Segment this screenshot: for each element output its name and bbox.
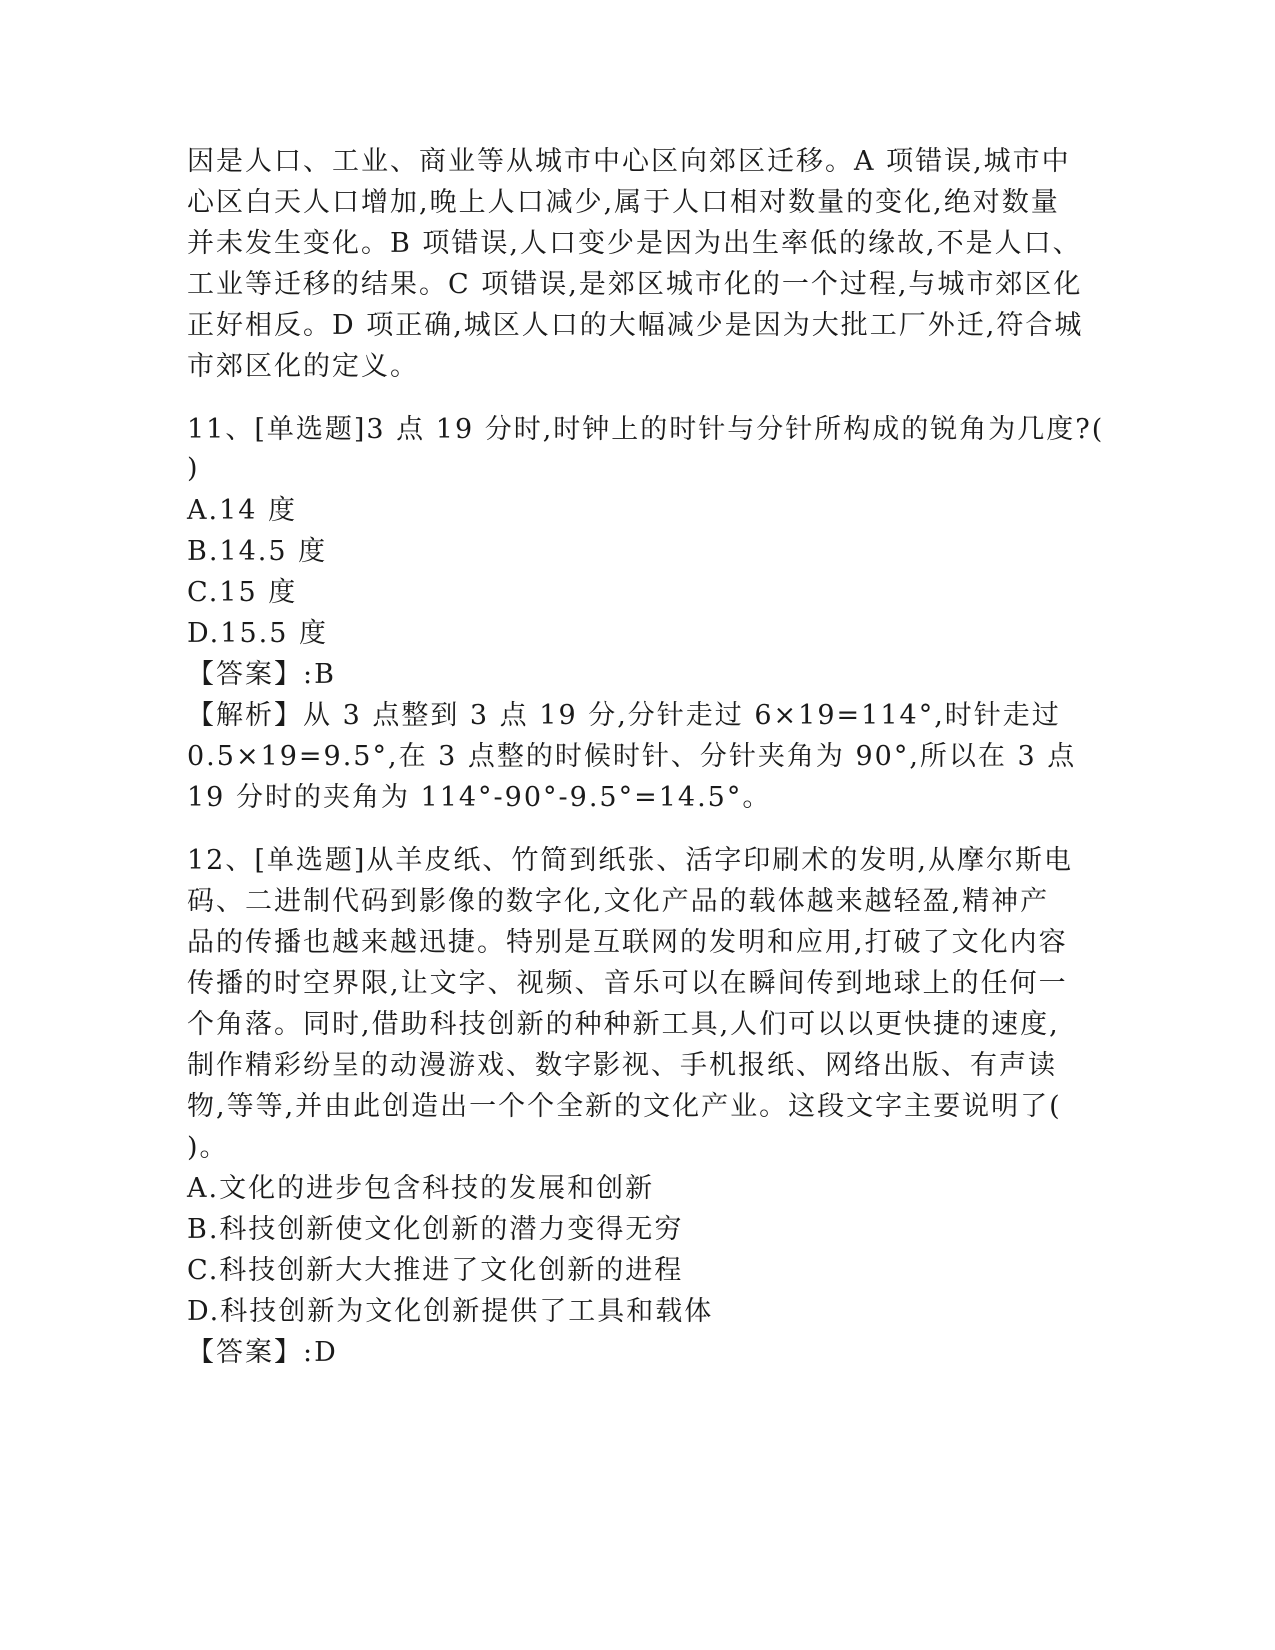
analysis-line: 19 分时的夹角为 114°-90°-9.5°=14.5°。 — [187, 782, 772, 813]
answer-line: 【答案】:D — [187, 1337, 338, 1368]
explanation-line: 市郊区化的定义。 — [187, 351, 419, 382]
option-c: C.15 度 — [187, 577, 298, 608]
option-d: D.科技创新为文化创新提供了工具和载体 — [187, 1296, 714, 1327]
answer-line: 【答案】:B — [187, 659, 336, 690]
option-b: B.14.5 度 — [187, 536, 328, 567]
analysis-line: 0.5×19=9.5°,在 3 点整的时候时针、分针夹角为 90°,所以在 3 点 — [187, 741, 1077, 772]
option-a: A.14 度 — [187, 495, 298, 526]
option-a: A.文化的进步包含科技的发展和创新 — [187, 1173, 655, 1204]
option-d: D.15.5 度 — [187, 618, 328, 649]
option-c: C.科技创新大大推进了文化创新的进程 — [187, 1255, 684, 1286]
option-b: B.科技创新使文化创新的潜力变得无穷 — [187, 1214, 684, 1245]
explanation-line: 工业等迁移的结果。C 项错误,是郊区城市化的一个过程,与城市郊区化 — [187, 269, 1083, 300]
question-stem: 物,等等,并由此创造出一个个全新的文化产业。这段文字主要说明了( — [187, 1091, 1062, 1122]
question-stem: 码、二进制代码到影像的数字化,文化产品的载体越来越轻盈,精神产 — [187, 886, 1050, 917]
explanation-line: 正好相反。D 项正确,城区人口的大幅减少是因为大批工厂外迁,符合城 — [187, 310, 1084, 341]
explanation-line: 因是人口、工业、商业等从城市中心区向郊区迁移。A 项错误,城市中 — [187, 146, 1071, 177]
explanation-line: 并未发生变化。B 项错误,人口变少是因为出生率低的缘故,不是人口、 — [187, 228, 1082, 259]
question-stem: 12、[单选题]从羊皮纸、竹简到纸张、活字印刷术的发明,从摩尔斯电 — [187, 845, 1074, 876]
question-stem: ) — [187, 453, 200, 484]
question-stem: 制作精彩纷呈的动漫游戏、数字影视、手机报纸、网络出版、有声读 — [187, 1050, 1057, 1081]
question-stem: 品的传播也越来越迅捷。特别是互联网的发明和应用,打破了文化内容 — [187, 927, 1068, 958]
question-stem: )。 — [187, 1132, 229, 1163]
question-stem: 个角落。同时,借助科技创新的种种新工具,人们可以以更快捷的速度, — [187, 1009, 1060, 1040]
question-stem: 传播的时空界限,让文字、视频、音乐可以在瞬间传到地球上的任何一 — [187, 968, 1068, 999]
analysis-line: 【解析】从 3 点整到 3 点 19 分,分针走过 6×19=114°,时针走过 — [187, 700, 1061, 731]
explanation-line: 心区白天人口增加,晚上人口减少,属于人口相对数量的变化,绝对数量 — [187, 187, 1060, 218]
question-stem: 11、[单选题]3 点 19 分时,时钟上的时针与分针所构成的锐角为几度?( — [187, 414, 1105, 445]
